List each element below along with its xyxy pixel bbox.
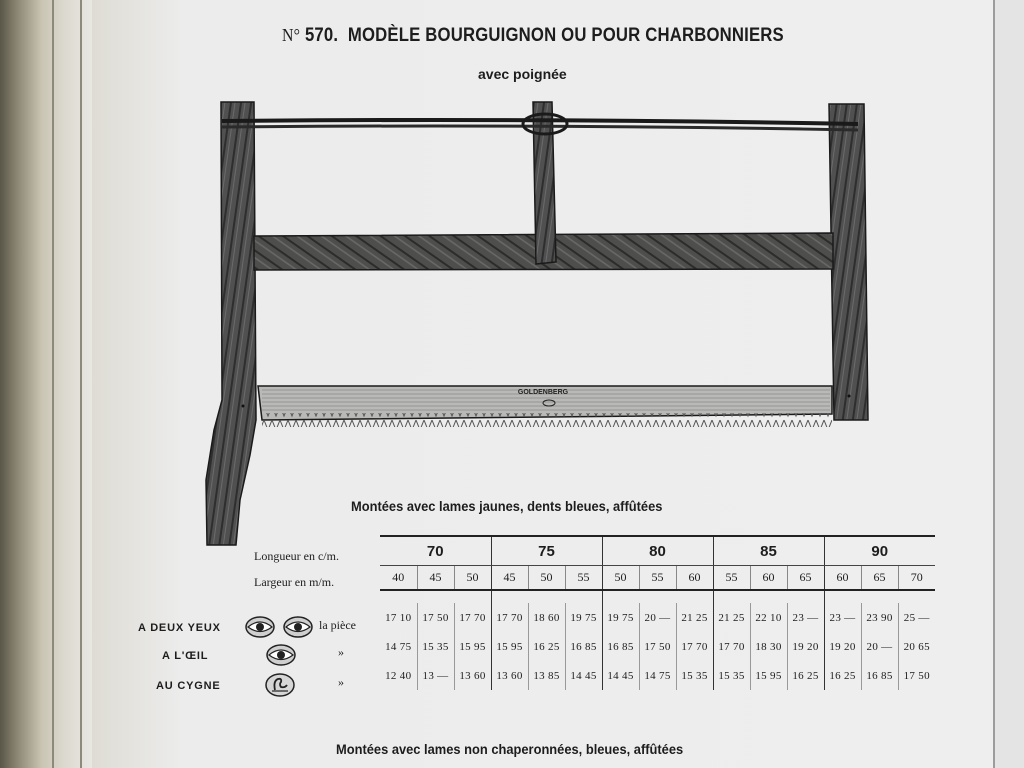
price-cell: 17 70	[676, 632, 713, 661]
price-cell: 15 35	[676, 661, 713, 690]
ditto-mark: »	[338, 645, 344, 659]
book-binding	[0, 0, 92, 768]
price-cell: 15 35	[417, 632, 454, 661]
width-cell: 55	[565, 566, 602, 591]
width-cell: 55	[639, 566, 676, 591]
price-cell: 16 25	[787, 661, 824, 690]
width-cell: 45	[491, 566, 528, 591]
price-cell: 21 25	[676, 603, 713, 632]
price-cell: 14 75	[385, 640, 412, 653]
width-cell: 50	[454, 566, 491, 591]
model-number-prefix: N°	[282, 25, 301, 45]
length-cell: 85	[713, 536, 824, 566]
price-cell: 23 90	[861, 603, 898, 632]
price-cell: 20 —	[861, 632, 898, 661]
price-cell: 14 45	[602, 661, 639, 690]
price-cell: 17 50	[639, 632, 676, 661]
width-cell: 65	[861, 566, 898, 591]
length-cell: 75	[491, 536, 602, 566]
eye-icon	[264, 642, 298, 668]
width-cell: 60	[824, 566, 861, 591]
width-cell: 40	[380, 566, 417, 591]
price-cell: 16 25	[528, 632, 565, 661]
price-cell: 19 20	[787, 632, 824, 661]
price-cell: 17 50	[898, 661, 935, 690]
length-cell: 70	[380, 536, 491, 566]
caption-blue-blades: Montées avec lames non chaperonnées, bleues, affûtées	[336, 741, 684, 757]
caption-yellow-blades: Montées avec lames jaunes, dents bleues, affûtées	[351, 498, 663, 514]
price-cell: 19 75	[602, 603, 639, 632]
price-row-eye	[380, 632, 935, 661]
price-cell: 16 85	[602, 632, 639, 661]
price-cell: 14 75	[639, 661, 676, 690]
width-row	[380, 566, 935, 591]
width-cell: 65	[787, 566, 824, 591]
price-cell: 17 70	[454, 603, 491, 632]
price-cell: 19 20	[824, 632, 861, 661]
binding-edge	[52, 0, 54, 768]
length-cell: 80	[602, 536, 713, 566]
page-title	[282, 25, 784, 47]
width-cell: 60	[676, 566, 713, 591]
price-cell: 17 70	[491, 603, 528, 632]
price-cell: 17 70	[713, 632, 750, 661]
price-cell: 15 95	[750, 661, 787, 690]
price-cell: 13 60	[454, 661, 491, 690]
swan-icon	[264, 672, 296, 698]
two-eyes-icon	[244, 614, 314, 640]
model-number: 570.	[304, 25, 339, 46]
price-cell: 20 65	[898, 632, 935, 661]
length-row	[380, 536, 935, 566]
price-table	[380, 535, 935, 690]
width-cell: 50	[602, 566, 639, 591]
page-edge	[993, 0, 1024, 768]
blade-brand: GOLDENBERG	[517, 389, 569, 396]
price-cell: 19 75	[565, 603, 602, 632]
unit-label: la pièce	[319, 618, 356, 632]
price-cell: 15 95	[491, 632, 528, 661]
price-cell: 13 —	[417, 661, 454, 690]
price-cell: 16 85	[861, 661, 898, 690]
price-cell: 18 60	[528, 603, 565, 632]
ditto-mark: »	[338, 675, 344, 689]
length-label: Longueur en c/m.	[254, 549, 339, 563]
price-cell: 23 —	[787, 603, 824, 632]
model-title: MODÈLE BOURGUIGNON OU POUR CHARBONNIERS	[347, 25, 784, 46]
price-cell: 16 25	[824, 661, 861, 690]
price-cell: 25 —	[898, 603, 935, 632]
width-cell: 60	[750, 566, 787, 591]
price-cell: 17 50	[417, 603, 454, 632]
row-label-eye: A L'ŒIL	[162, 650, 209, 662]
price-cell: 13 85	[528, 661, 565, 690]
price-cell: 17 10	[385, 611, 412, 624]
price-row-swan	[380, 661, 935, 690]
width-cell: 55	[713, 566, 750, 591]
price-cell: 22 10	[750, 603, 787, 632]
width-label: Largeur en m/m.	[254, 575, 335, 589]
row-label-two-eyes: A DEUX YEUX	[138, 622, 221, 634]
price-cell: 13 60	[491, 661, 528, 690]
price-cell: 14 45	[565, 661, 602, 690]
price-cell: 15 95	[454, 632, 491, 661]
price-row-two-eyes	[380, 603, 935, 632]
binding-edge	[80, 0, 82, 768]
bow-saw-illustration	[195, 95, 885, 550]
row-label-swan: AU CYGNE	[156, 680, 221, 692]
price-cell: 12 40	[385, 669, 412, 682]
price-cell: 18 30	[750, 632, 787, 661]
price-cell: 21 25	[713, 603, 750, 632]
price-cell: 20 —	[639, 603, 676, 632]
price-cell: 16 85	[565, 632, 602, 661]
length-cell: 90	[824, 536, 935, 566]
page-subtitle: avec poignée	[478, 66, 567, 82]
width-cell: 70	[898, 566, 935, 591]
width-cell: 45	[417, 566, 454, 591]
width-cell: 50	[528, 566, 565, 591]
price-cell: 15 35	[713, 661, 750, 690]
price-cell: 23 —	[824, 603, 861, 632]
